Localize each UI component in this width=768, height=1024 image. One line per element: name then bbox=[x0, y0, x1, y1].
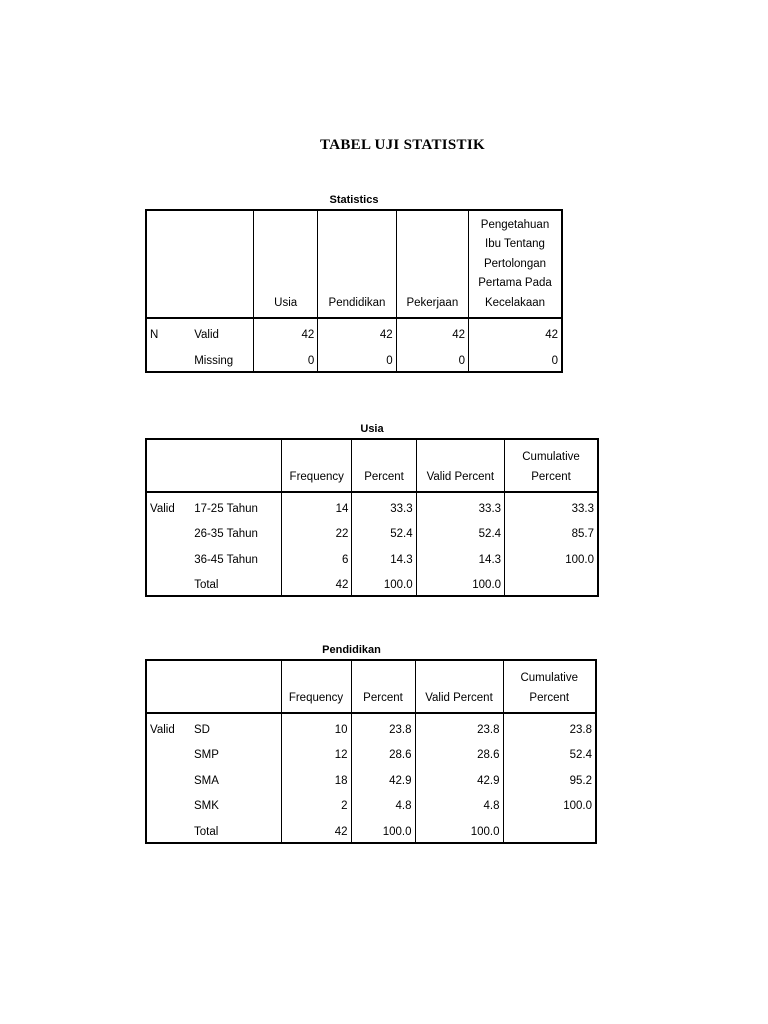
row-group-label: N bbox=[150, 329, 159, 341]
cell-cumulative: 85.7 bbox=[571, 528, 594, 540]
table-row bbox=[146, 570, 598, 597]
cell-frequency: 18 bbox=[281, 765, 351, 791]
cell-frequency: 22 bbox=[282, 519, 352, 545]
cell-valid-percent: 23.8 bbox=[415, 713, 503, 740]
cell-percent: 23.8 bbox=[351, 713, 415, 740]
cell-cumulative: 100.0 bbox=[563, 800, 592, 812]
row-label: 36-45 Tahun bbox=[191, 544, 281, 570]
column-header: Cumulative Percent bbox=[505, 439, 598, 492]
column-header: Valid Percent bbox=[416, 439, 504, 492]
row-label: Total bbox=[191, 816, 281, 843]
table-row bbox=[146, 740, 596, 766]
cell-value: 42 bbox=[545, 329, 558, 341]
cell-frequency: 42 bbox=[282, 570, 352, 597]
row-label: Valid bbox=[191, 318, 253, 345]
cell-percent: 14.3 bbox=[352, 544, 416, 570]
cell-cumulative: 33.3 bbox=[571, 502, 594, 515]
cell-valid-percent: 4.8 bbox=[415, 791, 503, 817]
cell-percent: 4.8 bbox=[351, 791, 415, 817]
row-label: Missing bbox=[191, 345, 253, 372]
row-label: SD bbox=[191, 713, 281, 740]
cell-frequency: 6 bbox=[282, 544, 352, 570]
document-title: TABEL UJI STATISTIK bbox=[320, 137, 485, 153]
table-row bbox=[146, 318, 562, 345]
cell-percent: 100.0 bbox=[352, 570, 416, 597]
pendidikan-table bbox=[145, 659, 597, 844]
row-label: SMK bbox=[191, 791, 281, 817]
statistics-header-row bbox=[146, 210, 562, 318]
cell-value: 42 bbox=[396, 318, 468, 345]
cell-valid-percent: 100.0 bbox=[416, 570, 504, 597]
column-header: Frequency bbox=[281, 660, 351, 713]
usia-header-row bbox=[146, 439, 598, 492]
table-row bbox=[146, 544, 598, 570]
cell-percent: 33.3 bbox=[352, 492, 416, 519]
column-header: Valid Percent bbox=[415, 660, 503, 713]
row-label: Total bbox=[191, 570, 281, 597]
column-header: Pekerjaan bbox=[396, 210, 468, 318]
row-group-label: Valid bbox=[150, 502, 175, 515]
cell-valid-percent: 52.4 bbox=[416, 519, 504, 545]
column-header: Pengetahuan Ibu Tentang Pertolongan Pertama Pada Kecelakaan bbox=[469, 210, 562, 318]
row-label: 26-35 Tahun bbox=[191, 519, 281, 545]
cell-percent: 28.6 bbox=[351, 740, 415, 766]
cell-valid-percent: 42.9 bbox=[415, 765, 503, 791]
cell-value: 42 bbox=[318, 318, 396, 345]
column-header: Frequency bbox=[282, 439, 352, 492]
cell-value: 0 bbox=[318, 345, 396, 372]
row-group-label: Valid bbox=[150, 723, 175, 736]
cell-frequency: 42 bbox=[281, 816, 351, 843]
row-label: SMP bbox=[191, 740, 281, 766]
cell-frequency: 14 bbox=[282, 492, 352, 519]
table-row bbox=[146, 345, 562, 372]
cell-percent: 42.9 bbox=[351, 765, 415, 791]
cell-cumulative: 52.4 bbox=[569, 749, 592, 761]
column-header: Pendidikan bbox=[318, 210, 396, 318]
cell-cumulative: 23.8 bbox=[569, 723, 592, 736]
cell-frequency: 12 bbox=[281, 740, 351, 766]
table-row bbox=[146, 791, 596, 817]
column-header: Cumulative Percent bbox=[503, 660, 596, 713]
cell-valid-percent: 14.3 bbox=[416, 544, 504, 570]
cell-cumulative: 95.2 bbox=[569, 774, 592, 787]
row-label: SMA bbox=[191, 765, 281, 791]
cell-valid-percent: 100.0 bbox=[415, 816, 503, 843]
cell-percent: 52.4 bbox=[352, 519, 416, 545]
pendidikan-caption: Pendidikan bbox=[322, 644, 381, 656]
column-header: Usia bbox=[254, 210, 318, 318]
cell-value: 0 bbox=[254, 345, 318, 372]
cell-value: 42 bbox=[254, 318, 318, 345]
cell-frequency: 2 bbox=[281, 791, 351, 817]
usia-table bbox=[145, 438, 599, 597]
statistics-caption: Statistics bbox=[329, 194, 379, 206]
table-row bbox=[146, 519, 598, 545]
cell-value: 0 bbox=[396, 345, 468, 372]
cell-cumulative: 100.0 bbox=[565, 553, 594, 566]
cell-frequency: 10 bbox=[281, 713, 351, 740]
column-header: Percent bbox=[352, 439, 416, 492]
table-row bbox=[146, 765, 596, 791]
cell-valid-percent: 33.3 bbox=[416, 492, 504, 519]
cell-value: 0 bbox=[551, 355, 558, 367]
table-row bbox=[146, 492, 598, 519]
cell-percent: 100.0 bbox=[351, 816, 415, 843]
table-row bbox=[146, 816, 596, 843]
cell-cumulative bbox=[503, 816, 596, 843]
cell-valid-percent: 28.6 bbox=[415, 740, 503, 766]
table-row bbox=[146, 713, 596, 740]
pendidikan-header-row bbox=[146, 660, 596, 713]
row-label: 17-25 Tahun bbox=[191, 492, 281, 519]
statistics-table bbox=[145, 209, 563, 373]
cell-cumulative bbox=[505, 570, 598, 597]
column-header: Percent bbox=[351, 660, 415, 713]
usia-caption: Usia bbox=[360, 423, 384, 435]
